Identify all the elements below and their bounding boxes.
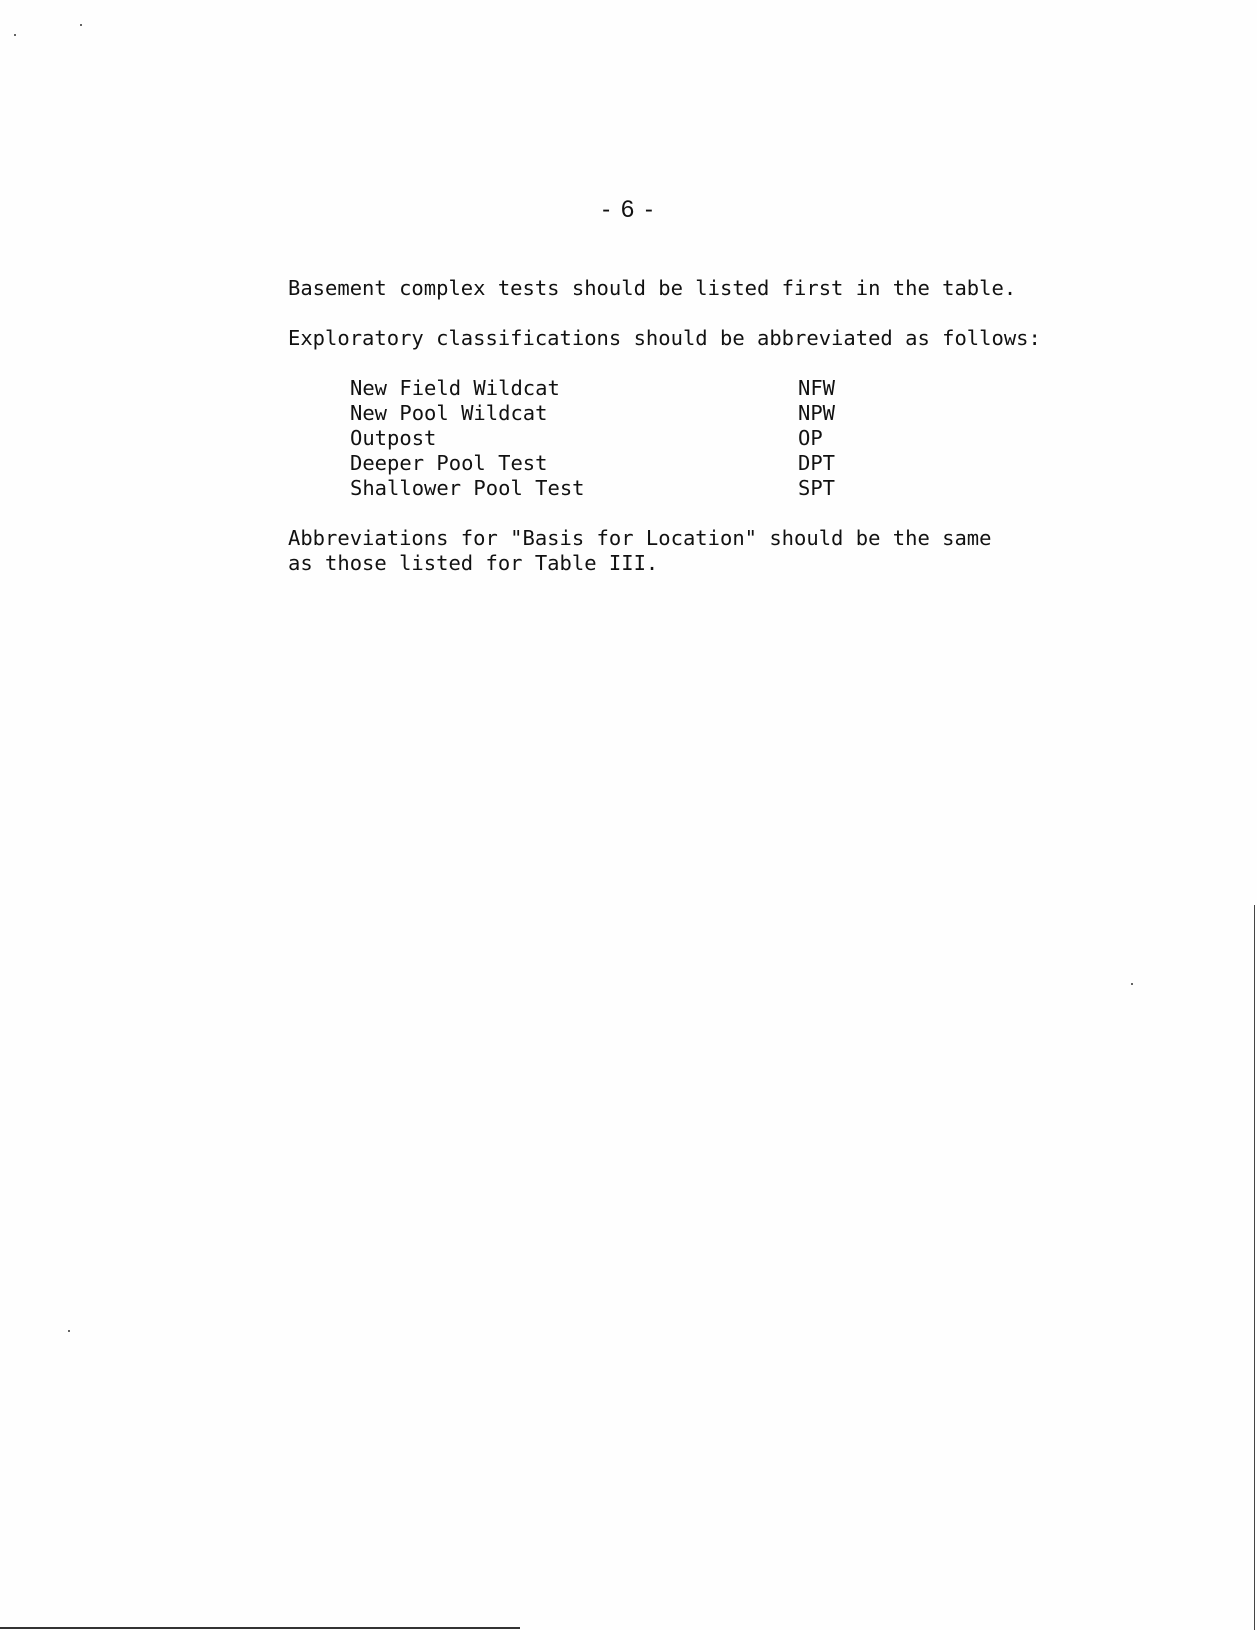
basis-paragraph bbox=[288, 526, 992, 576]
basement-paragraph: Basement complex tests should be listed first in the table. bbox=[288, 276, 1017, 300]
classification-term: New Field Wildcat bbox=[350, 376, 560, 400]
scan-edge-right bbox=[1254, 905, 1255, 1630]
classification-term: Shallower Pool Test bbox=[350, 476, 585, 500]
exploratory-paragraph: Exploratory classifications should be abbreviated as follows: bbox=[288, 326, 1041, 350]
scan-speck bbox=[14, 34, 16, 36]
page-number: - 6 - bbox=[602, 196, 655, 223]
classification-term: Outpost bbox=[350, 426, 437, 450]
table-row bbox=[350, 401, 835, 426]
classification-abbr: DPT bbox=[798, 451, 836, 475]
classification-term: New Pool Wildcat bbox=[350, 401, 548, 425]
classification-abbr: OP bbox=[798, 426, 823, 450]
classification-term: Deeper Pool Test bbox=[350, 451, 548, 475]
scan-speck bbox=[1131, 983, 1133, 985]
classification-table bbox=[350, 376, 835, 501]
basis-line-2: as those listed for Table III. bbox=[288, 551, 659, 575]
basis-line-1: Abbreviations for "Basis for Location" should be the same bbox=[288, 526, 992, 550]
scan-edge-bottom bbox=[0, 1627, 520, 1629]
scan-speck bbox=[68, 1330, 70, 1332]
table-row bbox=[350, 476, 835, 501]
table-row bbox=[350, 426, 835, 451]
classification-abbr: SPT bbox=[798, 476, 836, 500]
classification-abbr: NFW bbox=[798, 376, 836, 400]
scan-speck bbox=[80, 24, 82, 26]
table-row bbox=[350, 376, 835, 401]
table-row bbox=[350, 451, 835, 476]
classification-abbr: NPW bbox=[798, 401, 836, 425]
